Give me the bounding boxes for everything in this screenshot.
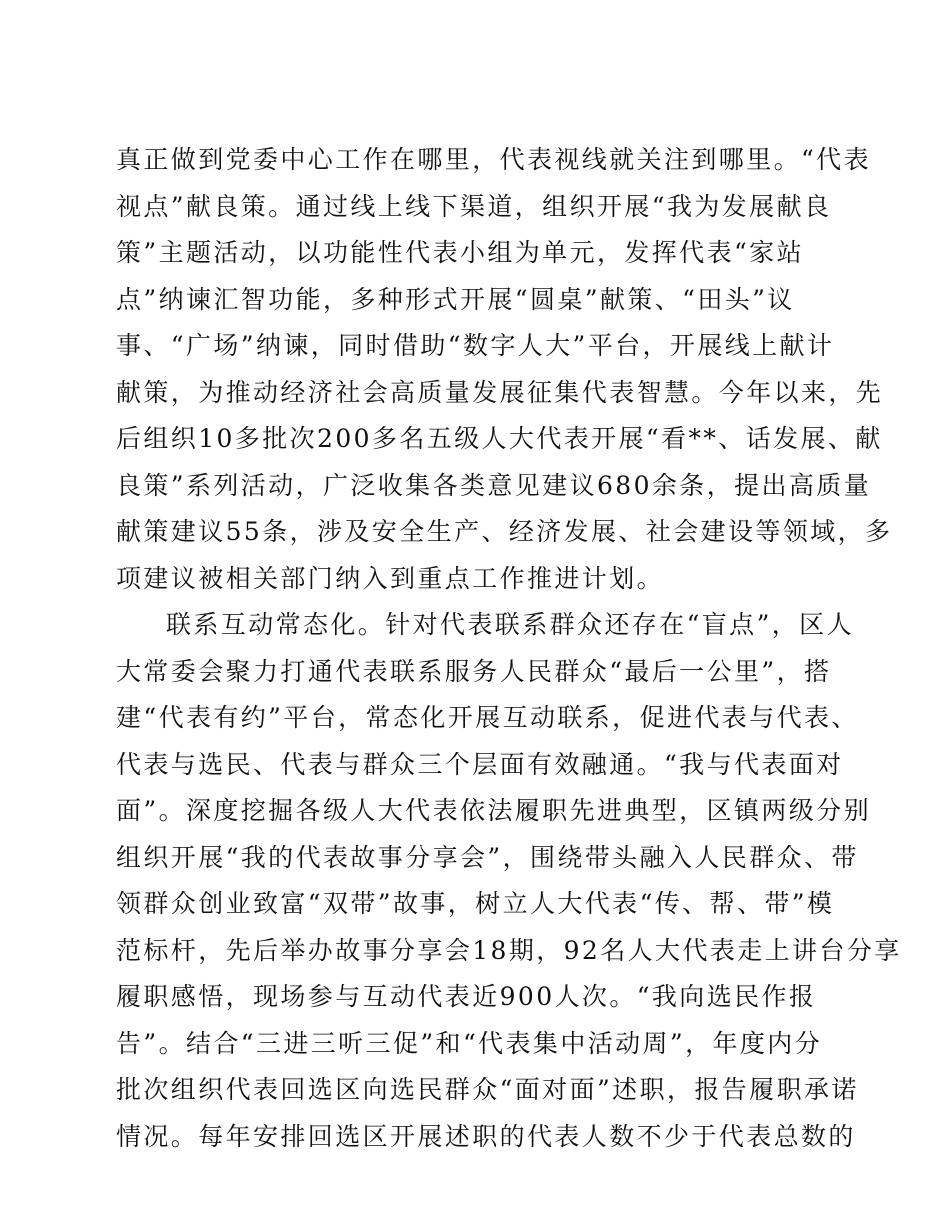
text-line: 献策建议55条，涉及安全生产、经济发展、社会建设等领域，多 [116,517,893,546]
text-line: 代表与选民、代表与群众三个层面有效融通。“我与代表面对 [116,749,844,779]
text-line: 组织开展“我的代表故事分享会”，围绕带头融入人民群众、带 [116,842,859,872]
text-line: 大常委会聚力打通代表联系服务人民群众“最后一公里”，搭 [116,656,832,686]
text-line: 项建议被相关部门纳入到重点工作推进计划。 [116,563,665,593]
body-text [116,137,902,1160]
text-line: 真正做到党委中心工作在哪里，代表视线就关注到哪里。“代表 [116,145,871,174]
paragraph-start-line: 联系互动常态化。针对代表联系群众还存在“盲点”，区人 [166,610,854,639]
text-line: 策”主题活动，以功能性代表小组为单元，发挥代表“家站 [116,238,804,267]
text-line: 范标杆，先后举办故事分享会18期，92名人大代表走上讲台分享 [116,935,902,965]
text-line: 点”纳谏汇智功能，多种形式开展“圆桌”献策、“田头”议 [116,284,795,314]
text-line: 后组织10多批次200多名五级人大代表开展“看**、话发展、献 [116,424,883,453]
text-line: 面”。深度挖掘各级人大代表依法履职先进典型，区镇两级分别 [116,796,871,825]
text-line: 履职感悟，现场参与互动代表近900人次。“我向选民作报 [116,982,817,1011]
text-line: 情况。每年安排回选区开展述职的代表人数不少于代表总数的 [116,1121,856,1151]
text-line: 良策”系列活动，广泛收集各类意见建议680余条，提出高质量 [116,470,872,500]
text-line: 献策，为推动经济社会高质量发展征集代表智慧。今年以来，先 [116,377,884,407]
text-line: 事、“广场”纳谏，同时借助“数字人大”平台，开展线上献计 [116,331,835,360]
text-line: 建“代表有约”平台，常态化开展互动联系，促进代表与代表、 [116,703,859,732]
text-line: 视点”献良策。通过线上线下渠道，组织开展“我为发展献良 [116,191,832,221]
text-line: 批次组织代表回选区向选民群众“面对面”述职，报告履职承诺 [116,1075,859,1104]
text-line: 领群众创业致富“双带”故事，树立人大代表“传、帮、带”模 [116,889,835,918]
text-line: 告”。结合“三进三听三促”和“代表集中活动周”，年度内分 [116,1028,823,1058]
